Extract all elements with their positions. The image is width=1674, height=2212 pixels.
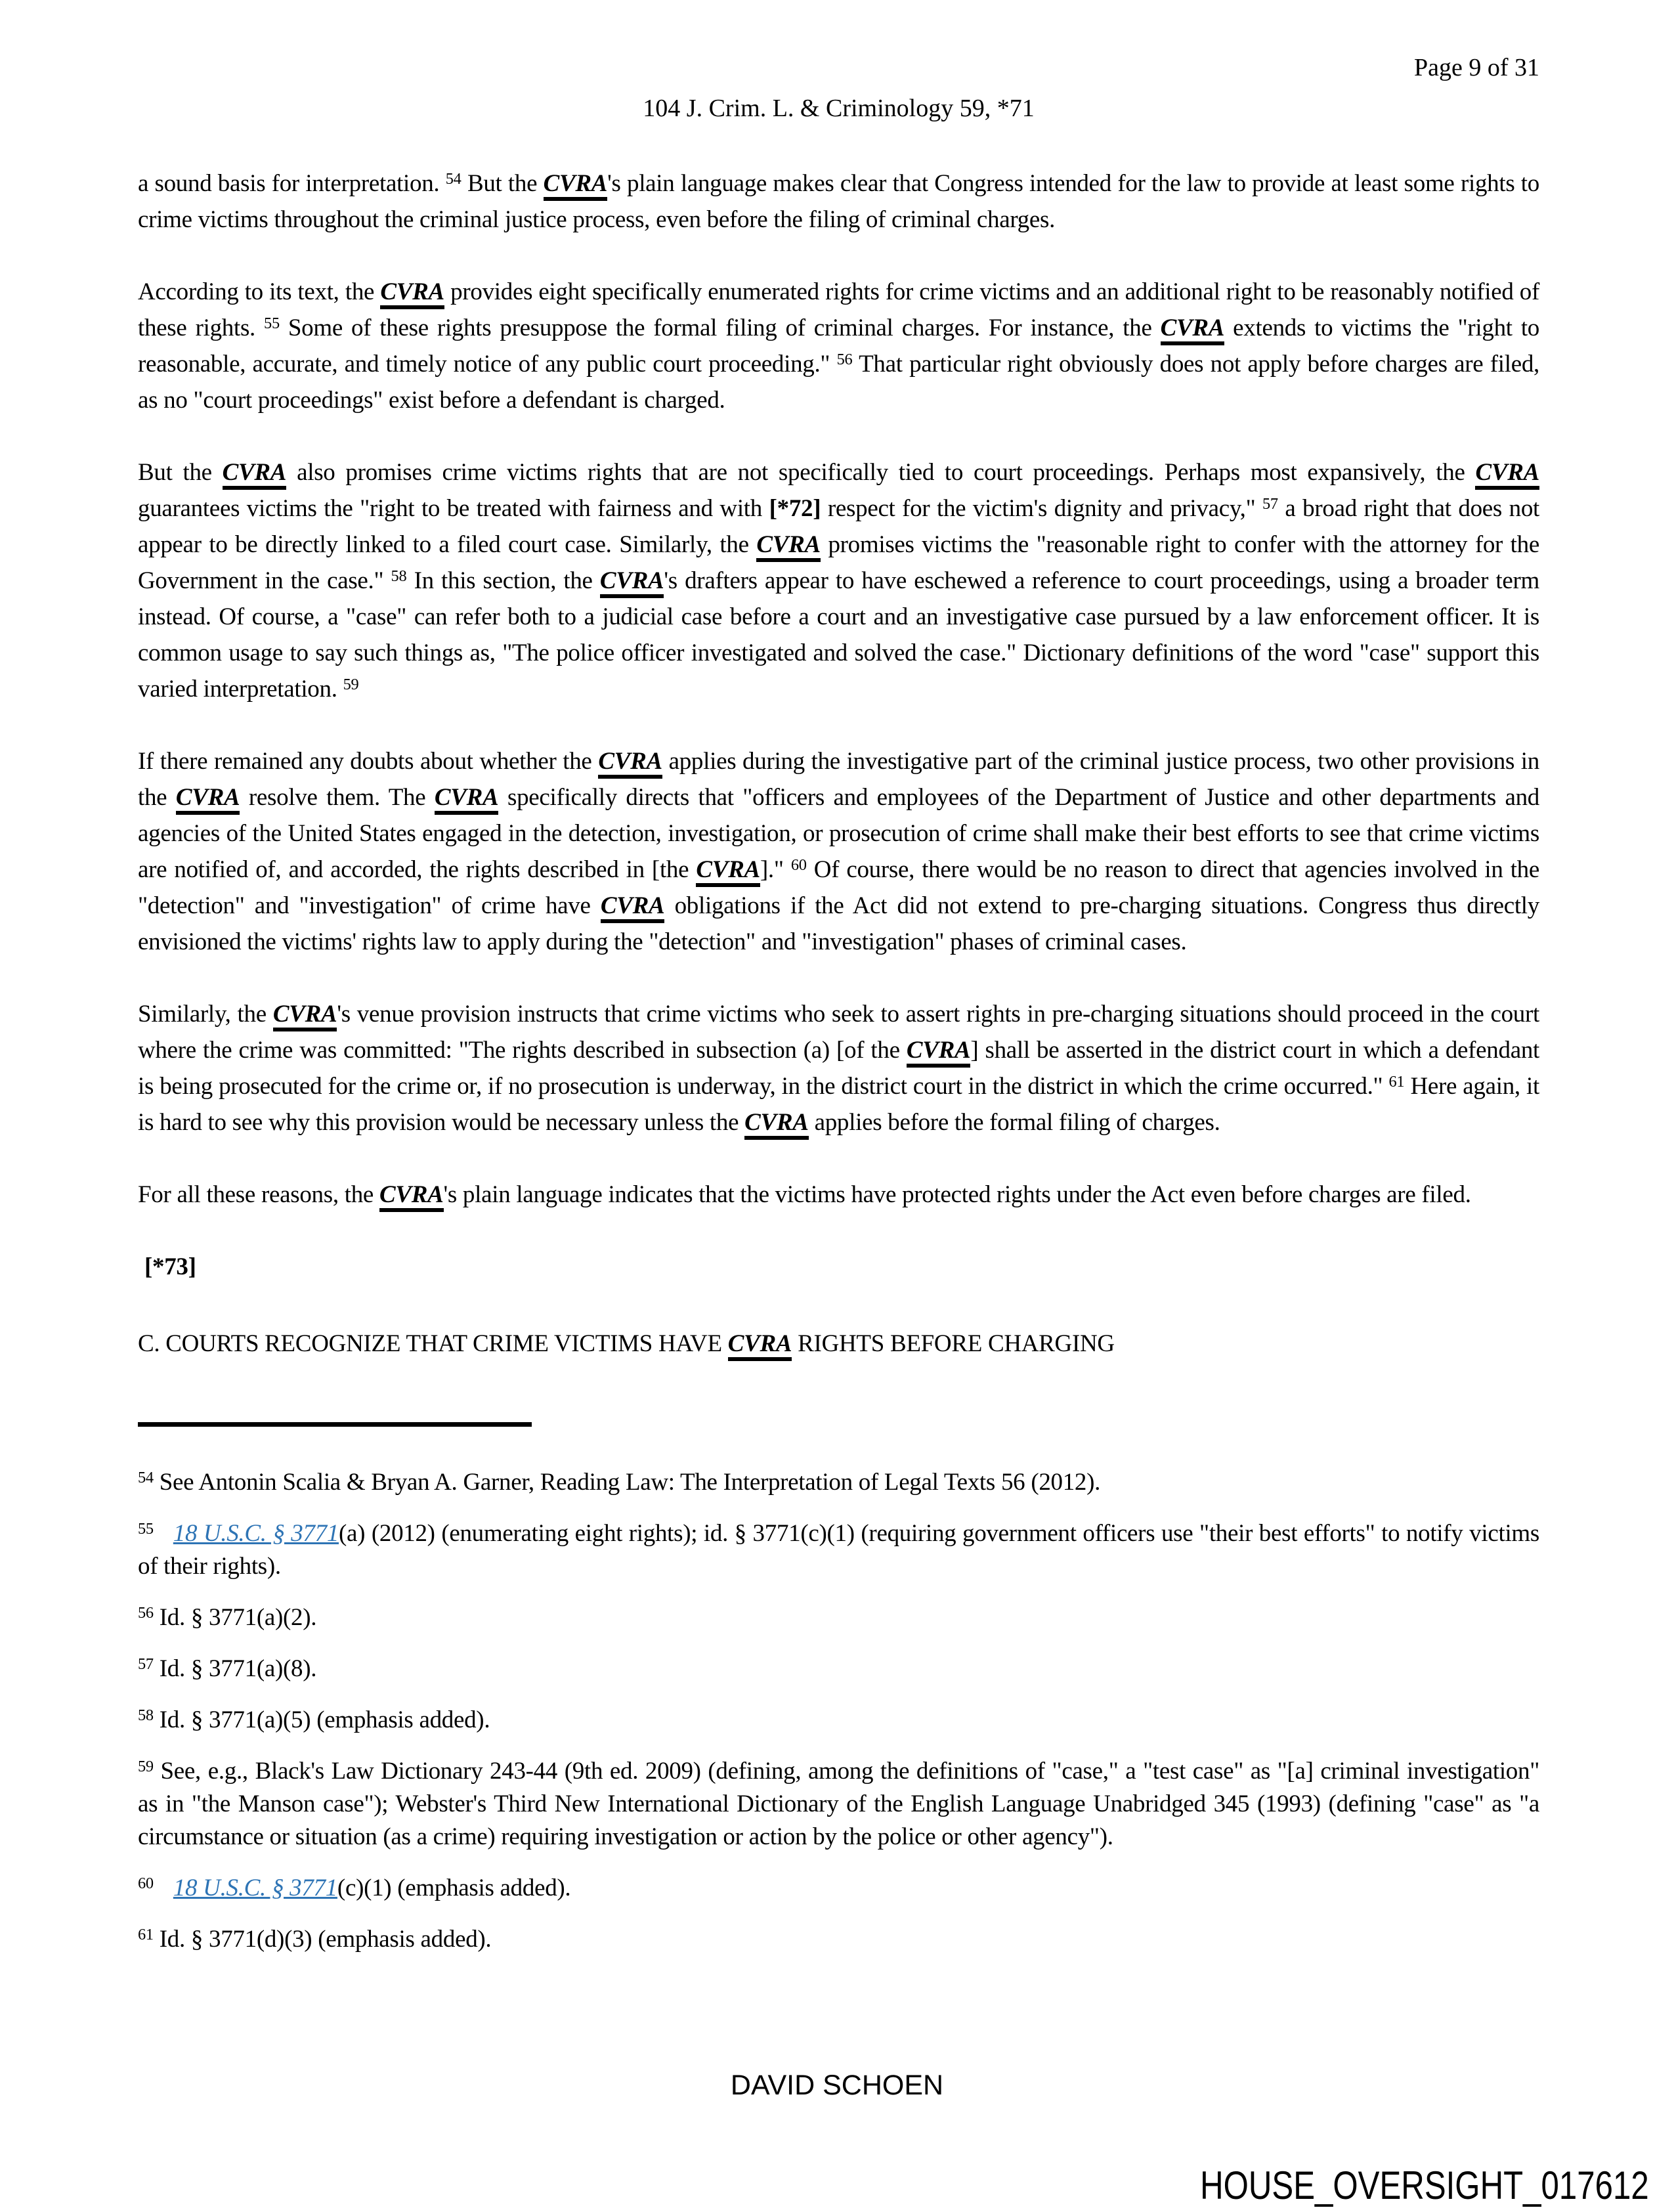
text-run: C. COURTS RECOGNIZE THAT CRIME VICTIMS HAVE (138, 1330, 728, 1357)
page-marker-paragraph (138, 1249, 1539, 1285)
text-run: promises victims the "reasonable right to confer with the attorney for the Government in the case." (138, 531, 1539, 594)
body-paragraph (138, 996, 1539, 1140)
text-run: 's plain language makes clear that Congress intended for the law to provide at least some rights to crime victims throughout the criminal justice process, even before the filing of criminal charges. (138, 170, 1539, 233)
text-run: ] shall be asserted in the district court in which a defendant is being prosecuted for the crime or, if no prosecution is underway, in the district court in the district in which the crime occurred." (138, 1037, 1540, 1100)
cvra-term: CVRA (544, 170, 608, 201)
text-run: obligations if the Act did not extend to pre-charging situations. Congress thus directly envisioned the victims' rights law to apply during the "detection" and "investigation" phases of criminal cases. (138, 892, 1539, 955)
text-run: See, e.g., Black's Law Dictionary 243-44 (9th ed. 2009) (defining, among the definitions of "case," a "test case" as "[a] criminal investigation" as in "the Manson case"); Webster's Third New International Dictionary of the English Language Unabridged 345 (1993) (defining "case" as "a circumstance or situation (as a crime) requiring investigation or action by the police or other agency"). (138, 1758, 1539, 1850)
text-run: 's plain language indicates that the victims have protected rights under the Act even before charges are filed. (443, 1181, 1471, 1208)
usc-3771-link[interactable]: 18 U.S.C. § 3771 (173, 1520, 339, 1547)
text-run: applies before the formal filing of charges. (808, 1109, 1220, 1136)
page-marker: [*72] (769, 495, 821, 522)
footnote-ref: 57 (1262, 495, 1278, 513)
text-run: That particular right obviously does not apply before charges are filed, as no "court proceedings" exist before a defendant is charged. (138, 351, 1540, 414)
cvra-term: CVRA (601, 892, 665, 923)
text-run: According to its text, the (138, 278, 381, 305)
footnote-55 (138, 1517, 1539, 1583)
footnote-ref: 58 (391, 567, 407, 586)
text-run: extends to victims the "right to reasonable, accurate, and timely notice of any public court proceeding." (138, 314, 1540, 378)
cvra-term: CVRA (756, 531, 821, 562)
section-heading (138, 1326, 1539, 1362)
text-run: If there remained any doubts about whether the (138, 748, 599, 775)
footnote-ref: 59 (343, 676, 359, 694)
body-paragraph (138, 274, 1539, 418)
cvra-term: CVRA (176, 784, 240, 815)
text-run: For all these reasons, the (138, 1181, 379, 1208)
cvra-term: CVRA (379, 1181, 444, 1212)
footnote-number: 60 (138, 1875, 154, 1893)
body-paragraph (138, 454, 1539, 707)
cvra-term: CVRA (744, 1109, 809, 1140)
text-run: a broad right that does not appear to be directly linked to a filed court case. Similarly, the (138, 495, 1540, 558)
footnote-number: 56 (138, 1604, 154, 1622)
text-run: But the (461, 170, 544, 197)
text-run: Id. § 3771(d)(3) (emphasis added). (153, 1926, 492, 1953)
text-run: ]." (760, 856, 791, 883)
footnote-number: 57 (138, 1655, 154, 1674)
body-paragraph (138, 1177, 1539, 1213)
text-run: (c)(1) (emphasis added). (337, 1875, 571, 1901)
footnote-61 (138, 1923, 1539, 1956)
footnote-57 (138, 1653, 1539, 1685)
text-run: 's drafters appear to have eschewed a reference to court proceedings, using a broader term instead. Of course, a "case" can refer both to a judicial case before a court and an investigative case pursued by a law enforcement officer. It is common usage to say such things as, "The police officer investigated and solved the case." Dictionary definitions of the word "case" support this varied interpretation. (138, 567, 1540, 703)
page-indicator: Page 9 of 31 (1413, 54, 1539, 81)
footnote-60 (138, 1872, 1539, 1905)
cvra-term: CVRA (600, 567, 664, 598)
footnote-number: 58 (138, 1706, 154, 1725)
text-run: Id. § 3771(a)(2). (153, 1604, 317, 1631)
text-run: Id. § 3771(a)(5) (emphasis added). (153, 1706, 490, 1733)
text-run: guarantees victims the "right to be treated with fairness and with (138, 495, 769, 522)
footnote-54 (138, 1466, 1539, 1499)
text-run: 's venue provision instructs that crime victims who seek to assert rights in pre-charging situations should proceed in the court where the crime was committed: "The rights described in subsection (a) [of the (138, 1001, 1539, 1064)
footnote-56 (138, 1601, 1539, 1634)
article-body (138, 165, 1539, 1285)
cvra-term: CVRA (1161, 314, 1225, 345)
cvra-term: CVRA (223, 459, 287, 490)
footnote-ref: 56 (836, 351, 853, 369)
text-run: See Antonin Scalia & Bryan A. Garner, Reading Law: The Interpretation of Legal Texts 56 (2012). (153, 1469, 1101, 1496)
text-run: provides eight specifically enumerated rights for crime victims and an additional right to be reasonably notified of these rights. (138, 278, 1539, 341)
cvra-term: CVRA (273, 1001, 337, 1031)
text-run: (a) (2012) (enumerating eight rights); id. § 3771(c)(1) (requiring government officers use "their best efforts" to notify victims of their rights). (138, 1520, 1539, 1580)
text-run: Of course, there would be no reason to direct that agencies involved in the "detection" and "investigation" of crime have (138, 856, 1540, 919)
footnotes (138, 1466, 1539, 1956)
footnote-ref: 54 (445, 170, 461, 188)
cvra-term: CVRA (435, 784, 499, 815)
bates-number: HOUSE_OVERSIGHT_017612 (1200, 2163, 1649, 2207)
text-run: applies during the investigative part of the criminal justice process, two other provisions in the (138, 748, 1539, 811)
text-run: specifically directs that "officers and employees of the Department of Justice and other departments and agencies of the United States engaged in the detection, investigation, or prosecution of crime shall make their best efforts to see that crime victims are notified of, and accorded, the rights described in [the (138, 784, 1539, 883)
text-run: In this section, the (406, 567, 600, 594)
text-run: resolve them. The (240, 784, 435, 811)
body-paragraph (138, 165, 1539, 238)
footnote-number: 61 (138, 1926, 154, 1944)
page-marker: [*73] (144, 1253, 196, 1280)
text-run: Here again, it is hard to see why this provision would be necessary unless the (138, 1073, 1539, 1136)
footnote-number: 55 (138, 1520, 154, 1538)
journal-citation: 104 J. Crim. L. & Criminology 59, *71 (643, 95, 1035, 122)
footnote-number: 59 (138, 1758, 154, 1776)
cvra-term: CVRA (380, 278, 444, 309)
footnote-ref: 60 (790, 856, 807, 875)
cvra-term: CVRA (907, 1037, 971, 1068)
text-run: also promises crime victims rights that are not specifically tied to court proceedings. Perhaps most expansively, the (286, 459, 1476, 486)
footnote-59 (138, 1755, 1539, 1854)
footnote-58 (138, 1704, 1539, 1737)
text-run: a sound basis for interpretation. (138, 170, 446, 197)
page-content (138, 53, 1539, 1974)
text-run: Similarly, the (138, 1001, 273, 1028)
usc-3771-link[interactable]: 18 U.S.C. § 3771 (173, 1875, 337, 1901)
cvra-term: CVRA (728, 1330, 792, 1361)
text-run: Id. § 3771(a)(8). (153, 1655, 317, 1682)
footnote-separator (138, 1422, 532, 1427)
text-run: respect for the victim's dignity and privacy," (821, 495, 1263, 522)
footnote-ref: 61 (1388, 1073, 1405, 1091)
cvra-term: CVRA (696, 856, 760, 887)
text-run: But the (138, 459, 223, 486)
cvra-term: CVRA (598, 748, 662, 779)
text-run: Some of these rights presuppose the formal filing of criminal charges. For instance, the (279, 314, 1161, 341)
cvra-term: CVRA (1475, 459, 1539, 490)
author-name: DAVID SCHOEN (730, 2070, 944, 2101)
footnote-ref: 55 (264, 314, 280, 333)
body-paragraph (138, 743, 1539, 960)
text-run: RIGHTS BEFORE CHARGING (792, 1330, 1115, 1357)
footnote-number: 54 (138, 1469, 154, 1487)
